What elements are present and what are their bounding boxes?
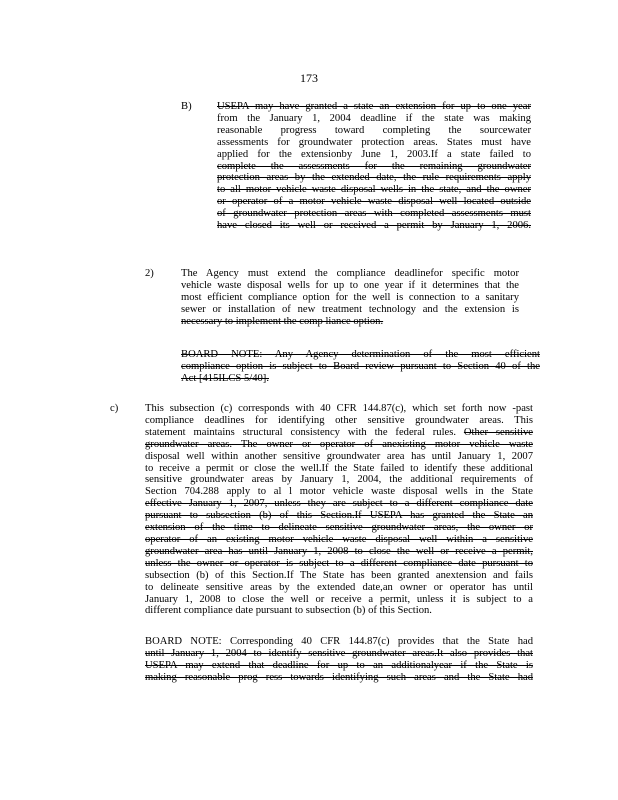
text-line: BOARD NOTE: Corresponding 40 CFR 144.87(c) provides that the State had — [145, 636, 533, 647]
text-line: assessments for groundwater protection areas. States must have — [217, 136, 531, 148]
text-line: to receive a permit or close the well.If the State failed to identify these additional — [145, 462, 533, 474]
item-c-label: c) — [110, 403, 119, 414]
text-line: USEPA may have granted a state an extension for up to one year — [217, 101, 531, 112]
text-line: have closed its well or received a permit by January 1, 2006. — [217, 220, 531, 232]
board-note-2 — [145, 636, 533, 684]
text-line: Act [415ILCS 5/40]. — [181, 372, 269, 384]
text-line: Section 704.288 apply to al l motor vehicle waste disposal wells in the State — [145, 486, 533, 498]
text-line: reasonable progress toward completing the sourcewater — [217, 124, 531, 136]
text-line: or operator of a motor vehicle waste disposal well located outside — [217, 196, 531, 208]
text-line: until January 1, 2004 to identify sensitive groundwater areas.It also provides that — [145, 647, 533, 659]
text-line: applied for the extensionby June 1, 2003.If a state failed to — [217, 148, 531, 160]
item-b-text — [217, 101, 531, 232]
page-number: 173 — [300, 71, 318, 85]
text-line: most efficient compliance option for the well is connection to a sanitary — [181, 291, 519, 303]
text-line: BOARD NOTE: Any Agency determination of the most efficient — [181, 349, 540, 360]
board-note-1 — [181, 349, 540, 385]
struck-text-segment: Other sensitive — [463, 426, 534, 438]
text-line: unless the owner or operator is subject to a different compliance date pursuant to — [145, 557, 533, 569]
text-line: protection areas by the extended date, the rule requirements apply — [217, 172, 531, 184]
text-line: groundwater areas. The owner or operator of anexisting motor vehicle waste — [145, 438, 533, 450]
text-line: compliance deadlines for identifying other sensitive groundwater areas. This — [145, 414, 533, 426]
text-line — [145, 427, 533, 439]
text-line: groundwater area has until January 1, 2008 to close the well or receive a permit, — [145, 545, 533, 557]
text-line: subsection (b) of this Section.If The State has been granted anextension and fails — [145, 569, 533, 581]
item-2-text — [181, 268, 519, 328]
text-segment: statement maintains structural consistency with the federal rules. — [145, 426, 464, 438]
text-line: The Agency must extend the compliance deadlinefor specific motor — [181, 268, 519, 279]
text-line: pursuant to subsection (b) of this Section.If USEPA has granted the State an — [145, 510, 533, 522]
text-line: to delineate sensitive areas by the extended date,an owner or operator has until — [145, 581, 533, 593]
text-line: extension of the time to delineate sensitive groundwater areas, the owner or — [145, 522, 533, 534]
text-line: compliance option is subject to Board review pursuant to Section 40 of the — [181, 360, 540, 372]
text-line: January 1, 2008 to close the well or receive a permit, unless it is subject to a — [145, 593, 533, 605]
text-line: to all motor vehicle waste disposal wells in the state, and the owner — [217, 184, 531, 196]
text-line: This subsection (c) corresponds with 40 CFR 144.87(c), which set forth now -past — [145, 403, 533, 414]
text-line: different compliance date pursuant to subsection (b) of this Section. — [145, 605, 432, 617]
text-line: complete the assessments for the remaining groundwater — [217, 160, 531, 172]
text-line: USEPA may extend that deadline for up to an additionalyear if the State is — [145, 659, 533, 671]
text-line: sensitive groundwater areas by January 1, 2004, the additional requirements of — [145, 474, 533, 486]
text-line: necessary to implement the comp liance option. — [181, 315, 384, 327]
item-2-label: 2) — [145, 268, 154, 279]
text-line: from the January 1, 2004 deadline if the state was making — [217, 112, 531, 124]
text-line: sewer or installation of new treatment technology and the extension is — [181, 303, 519, 315]
item-c-text — [145, 403, 533, 617]
text-line: of groundwater protection areas with completed assessments must — [217, 208, 531, 220]
text-line: making reasonable prog ress towards identifying such areas and the State had — [145, 671, 533, 683]
text-line: effective January 1, 2007, unless they are subject to a different compliance date — [145, 498, 533, 510]
text-line: operator of an existing motor vehicle waste disposal well within a sensitive — [145, 533, 533, 545]
text-line: disposal well within another sensitive groundwater area has until January 1, 2007 — [145, 450, 533, 462]
text-line: vehicle waste disposal wells for up to one year if it determines that the — [181, 279, 519, 291]
item-b-label: B) — [181, 101, 192, 112]
